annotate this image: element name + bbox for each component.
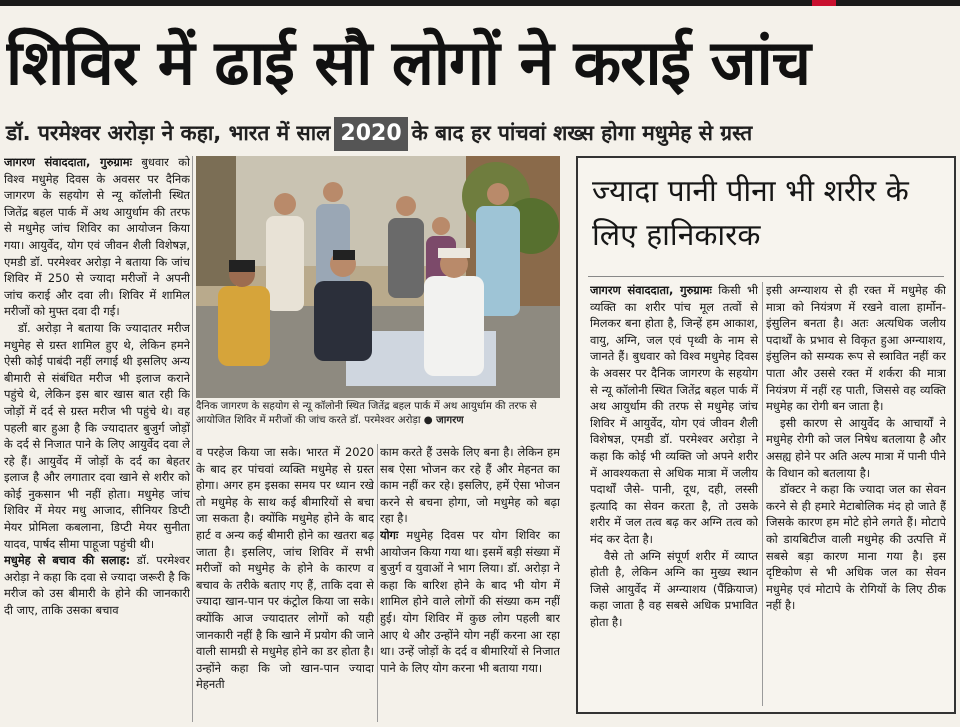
photo-caption	[196, 400, 560, 440]
article-paragraph	[4, 154, 190, 320]
article-text: बुधवार को विश्व मधुमेह दिवस के अवसर पर दैनिक जागरण के सहयोग से न्यू कॉलोनी स्थित जितेंद्र बहल पार्क में अथ आयुर्धाम की तरफ से मधुमेह जांच शिविर का आयोजन किया गया। आयुर्वेद, योग एवं जीवन शैली विशेषज्ञ, एमडी डॉ. परमेश्वर अरोड़ा ने बताया कि जांच शिविर में 250 से ज्यादा मरीजों ने अपनी जांच कराई और दवा ली। शिविर में शामिल मरीजों को मुफ्त दवा दी गई।	[4, 155, 190, 319]
sidebar-column-2	[766, 282, 946, 710]
article-text: डॉ. परमेश्वर अरोड़ा ने कहा कि दवा से ज्यादा जरूरी है कि मरीज को उस बीमारी के होने की जानकारी दी जाए, ताकि उसका बचाव	[4, 553, 190, 618]
article-paragraph: काम करते हैं उसके लिए बना है। लेकिन हम सब ऐसा भोजन कर रहे हैं और मेहनत का काम नहीं कर रहे। इसलिए, हमें ऐसा भोजन करने से बचना होगा, जो मधुमेह को बढ़ा रहा है।	[380, 445, 560, 526]
sidebar-column-divider	[762, 282, 763, 706]
sidebar-paragraph: इसी अग्न्याशय से ही रक्त में मधुमेह की मात्रा को नियंत्रण में रखने वाला हार्मोन- इंसुलिन बनता है। अतः अत्यधिक जलीय पदार्थों के प्रभाव से विकृत हुआ अग्न्याशय, इंसुलिन को सम्यक रूप से स्त्रावित नहीं कर पाता और उससे रक्त में शर्करा की मात्रा नियंत्रण में नहीं रह पाती, जिससे वह व्यक्ति मधुमेह का रोगी बन जाता है।	[766, 283, 946, 414]
article-photo	[196, 156, 560, 398]
article-paragraph: व परहेज किया जा सके। भारत में 2020 के बाद हर पांचवां व्यक्ति मधुमेह से ग्रस्त होगा। अगर हम इसका समय पर ध्यान रखे तो मधुमेह के साथ कई बीमारियों से बचा जा सकता है। क्योंकि मधुमेह होने के बाद हार्ट व अन्य कई बीमारी होने का खतरा बढ़ जाता है। इसलिए, जांच शिविर में सभी मरीजों को मधुमेह के होने के कारण व बचाव के तरीके बताए गए हैं, ताकि दवा से ज्यादा खान-पान पर कंट्रोल किया जा सके। क्योंकि आज ज्यादातर लोगों को यही जानकारी नहीं है कि खाने में प्रयोग की जाने वाली सामग्री से मधुमेह होने का डर होता है। उन्होंने कहा कि जो खान-पान ज्यादा मेहनती	[196, 445, 374, 692]
article-paragraph	[4, 552, 190, 618]
sidebar-paragraph: डॉक्टर ने कहा कि ज्यादा जल का सेवन करने से ही हमारे मेटाबोलिक मंद हो जाते हैं जिसके कारण हम मोटे होने लगते हैं। मोटापे को डायबिटीज वाली मधुमेह की उत्पत्ति में सबसे बड़ा कारण माना गया है। इस दृष्टिकोण से भी अधिक जल का सेवन मधुमेह एवं मोटापे के रोगियों के लिए ठीक नहीं है।	[766, 482, 946, 613]
article-byline: जागरण संवाददाता, गुरुग्रामः	[4, 155, 132, 169]
article-paragraph: डॉ. अरोड़ा ने बताया कि ज्यादातर मरीज मधुमेह से ग्रस्त शामिल हुए थे, लेकिन हमने ऐसी कोई पाबंदी नहीं लगाई थी इसलिए अन्य बीमारी से संबंधित मरीज भी इलाज कराने पहुंचे थे, लेकिन इस बार खास बात रही कि जोड़ों में दर्द से ग्रस्त मरीज भी पहुंचे थे। वह पहली बार हुआ है कि ज्यादातर बुजुर्ग जोड़ों के दर्द से निजात पाने के लिए आयुर्वेद दवा ले रहे हैं। आयुर्वेद में जोड़ों के दर्द का बेहतर इलाज है और लगातार दवा खाने से शरीर को कोई नुकसान भी नहीं होता। मधुमेह जांच शिविर में मेयर मधु आजाद, सीनियर डिप्टी मेयर प्रोमिला कबलाना, डिप्टी मेयर सुनीता यादव, पार्षद सीमा पाहूजा पहुंची थी।	[4, 320, 190, 551]
column-divider	[192, 156, 193, 722]
column-divider	[377, 444, 378, 722]
subhead-before: डॉ. परमेश्वर अरोड़ा ने कहा, भारत में साल	[6, 121, 331, 145]
sidebar-text: किसी भी व्यक्ति का शरीर पांच मूल तत्वों से मिलकर बना होता है, जिन्हें हम आकाश, वायु, अग्नि, जल एवं पृथ्वी के नाम से जानते हैं। बुधवार को विश्व मधुमेह दिवस के अवसर पर दैनिक जागरण के सहयोग से न्यू कॉलोनी स्थित जितेंद्र बहल पार्क में अथ आयुर्धाम की तरफ से मधुमेह जांच शिविर में आयुर्वेद, योग एवं जीवन शैली विशेषज्ञ, एमडी डॉ. परमेश्वर अरोड़ा ने कहा कि कोई भी व्यक्ति जो अपने शरीर में आवश्यकता से अधिक मात्रा में जलीय पदार्थों जैसे- पानी, दूध, दही, लस्सी इत्यादि का सेवन करता है, तो उसके शरीर में जल तत्व बढ़ कर अग्नि तत्व को मंद कर देता है।	[590, 283, 758, 546]
article-text: मधुमेह दिवस पर योग शिविर का आयोजन किया गया था। इसमें बड़ी संख्या में बुजुर्ग व युवाओं ने भाग लिया। डॉ. अरोड़ा ने कहा कि बारिश होने के बाद भी योग में शामिल होने वाले लोगों की संख्या कम नहीं हुई। योग शिविर में कुछ लोग पहली बार आए थे और उन्होंने योग नहीं करना आ रहा था। उन्हें जोड़ों के दर्द व बीमारियों से निजात पाने के लिए योग करना भी बताया गया।	[380, 527, 560, 675]
sidebar-paragraph	[590, 282, 758, 548]
photo-credit: ● जागरण	[423, 415, 464, 426]
headline: शिविर में ढाई सौ लोगों ने कराई जांच	[6, 26, 811, 99]
article-column-3	[380, 444, 560, 722]
article-subheading: मधुमेह से बचाव की सलाह:	[4, 553, 131, 568]
caption-text: दैनिक जागरण के सहयोग से न्यू कॉलोनी स्थित जितेंद्र बहल पार्क में अथ आयुर्धाम की तरफ से आयोजित शिविर में मरीजों की जांच करते डॉ. परमेश्वर अरोड़ा	[196, 401, 537, 426]
subheadline	[6, 116, 954, 150]
sidebar-title-divider	[588, 276, 944, 277]
sidebar-column-1	[590, 282, 758, 710]
sidebar-paragraph: वैसे तो अग्नि संपूर्ण शरीर में व्याप्त होती है, लेकिन अग्नि का मुख्य स्थान जिसे आयुर्वेद में अग्न्याशय (पैंक्रियाज) कहा जाता है वह सबसे अधिक प्रभावित होता है।	[590, 548, 758, 629]
sidebar-title: ज्यादा पानी पीना भी शरीर के लिए हानिकारक	[592, 174, 909, 253]
sidebar-byline: जागरण संवाददाता, गुरुग्रामः	[590, 283, 712, 297]
sidebar-paragraph: इसी कारण से आयुर्वेद के आचार्यों ने मधुमेह रोगी को जल निषेध बतलाया है और असह्य होने पर अति अल्प मात्रा में पानी पीने के विधान को बतलाया है।	[766, 415, 946, 480]
masthead-accent	[812, 0, 836, 6]
article-column-1	[4, 154, 190, 722]
photo-illustration	[196, 156, 560, 398]
article-column-2	[196, 444, 374, 722]
subhead-after: के बाद हर पांचवां शख्स होगा मधुमेह से ग्रस्त	[411, 121, 753, 145]
article-subheading: योगः	[380, 527, 399, 542]
article-paragraph	[380, 527, 560, 676]
subhead-year-badge: 2020	[334, 117, 407, 151]
